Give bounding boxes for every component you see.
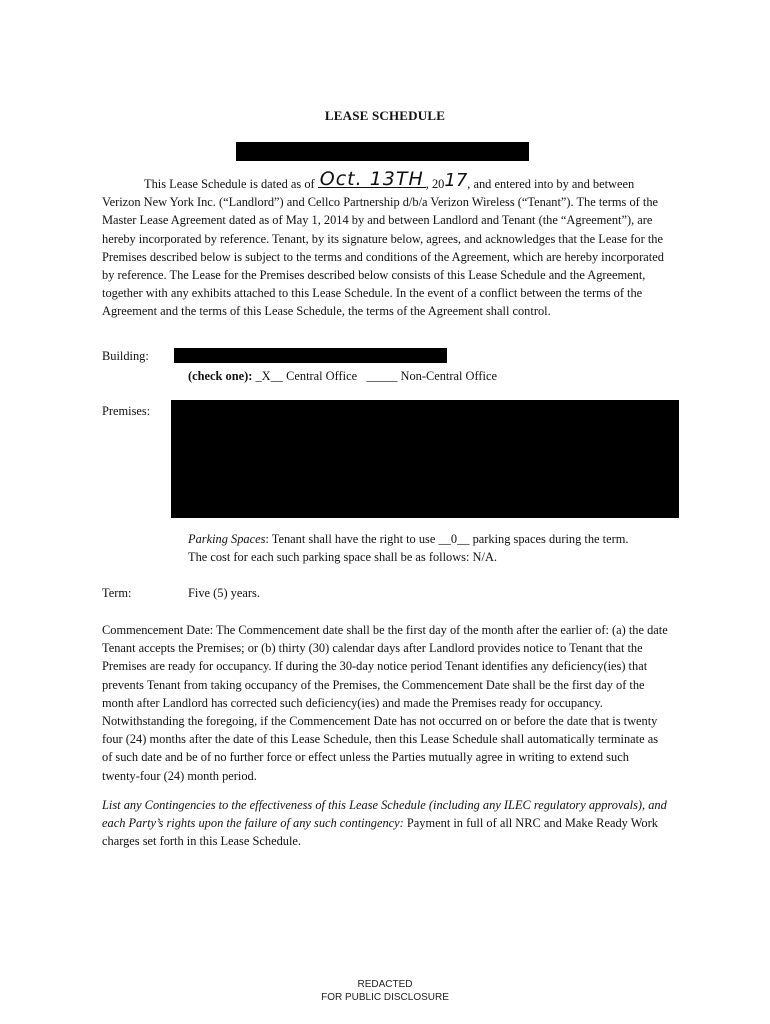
intro-paragraph (102, 168, 668, 321)
intro-body: Verizon New York Inc. (“Landlord”) and Cellco Partnership d/b/a Verizon Wireless (“Tenant”). The terms of the Master Lease Agreement dated as of May 1, 2014 by and between Landlord and Tenant (the “Agreement”), are hereby incorporated by reference. Tenant, by its signature below, agrees, and acknowledges that the Lease for the Premises described below is subject to the terms and conditions of the Agreement, which are hereby incorporated by reference. The Lease for the Premises described below consists of this Lease Schedule and the Agreement, together with any exhibits attached to this Lease Schedule. In the event of a conflict between the terms of the Agreement and the terms of this Lease Schedule, the terms of the Agreement shall control. (102, 195, 664, 319)
redaction-bar-building (174, 348, 447, 363)
parking-count: __0__ (438, 532, 470, 546)
parking-line-1 (188, 532, 628, 547)
building-type-line (188, 369, 497, 384)
parking-spaces-label: Parking Spaces (188, 532, 266, 546)
parking-post: parking spaces during the term. (472, 532, 629, 546)
term-label: Term: (102, 586, 132, 600)
intro-lead: This Lease Schedule is dated as of (144, 177, 315, 191)
intro-after-date: , and entered into by and between (467, 177, 635, 191)
handwritten-year: 17 (444, 170, 468, 191)
year-prefix: , 20 (425, 177, 445, 191)
parking-cost-line: The cost for each such parking space shall be as follows: N/A. (188, 550, 497, 564)
term-value: Five (5) years. (188, 586, 260, 600)
premises-label: Premises: (102, 404, 151, 418)
non-central-office-label: Non-Central Office (400, 369, 497, 383)
contingencies-prompt: List any Contingencies to the effectiveness of this Lease Schedule (including any ILEC regulatory approvals), and each Party’s rights upon the failure of any such contingency: (102, 798, 667, 831)
commencement-paragraph: Commencement Date: The Commencement date shall be the first day of the month after the earlier of: (a) the date Tenant accepts the Premises; or (b) thirty (30) calendar days after Landlord provides notice to Tenant that the Premises are ready for occupancy. If during the 30-day notice period Tenant identifies any deficiency(ies) that prevents Tenant from taking occupancy of the Premises, the Commencement Date shall be the first day of the month after Landlord has corrected such deficiency(ies) and made the Premises ready for occupancy. Notwithstanding the foregoing, if the Commencement Date has not occurred on or before the date that is twenty four (24) months after the date of this Lease Schedule, then this Lease Schedule shall automatically terminate as of such date and be of no further force or effect unless the Parties mutually agree in writing to extend such twenty-four (24) month period. (102, 623, 668, 783)
redaction-block-premises (171, 400, 679, 518)
handwritten-date: Oct. 13TH (319, 168, 424, 190)
redaction-footer (0, 978, 770, 1004)
parking-pre: : Tenant shall have the right to use (265, 532, 436, 546)
contingencies-paragraph (102, 796, 668, 851)
footer-line-1: REDACTED (357, 979, 413, 990)
page-title: LEASE SCHEDULE (324, 108, 446, 123)
contingencies-text: Payment in full of all NRC and Make Ready Work charges set forth in this Lease Schedule. (102, 816, 658, 849)
redaction-bar-header (236, 142, 529, 161)
non-central-office-mark: _____ (366, 369, 398, 383)
central-office-mark: _X__ (255, 369, 283, 383)
footer-line-2: FOR PUBLIC DISCLOSURE (321, 992, 449, 1003)
check-one-label: (check one): (188, 369, 253, 383)
central-office-label: Central Office (286, 369, 358, 383)
building-label: Building: (102, 349, 149, 363)
